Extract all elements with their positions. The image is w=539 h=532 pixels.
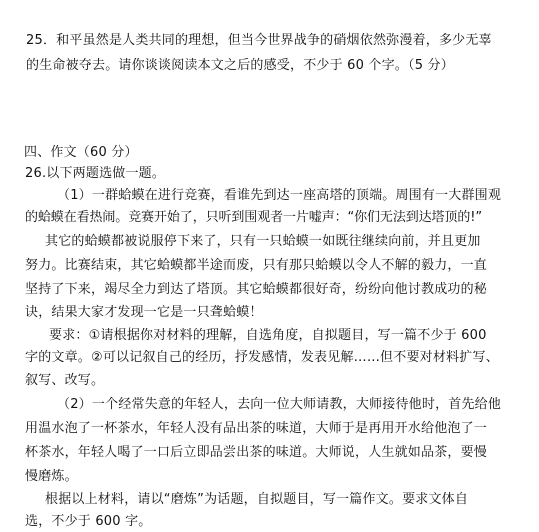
q26-instruction: 26.以下两题选做一题。 <box>25 166 166 181</box>
option2-requirement-line-2: 选，不少于 600 字。 <box>25 514 152 529</box>
q25-line-1: 25．和平虽然是人类共同的理想，但当今世界战争的硝烟依然弥漫着，多少无辜 <box>26 33 492 48</box>
option1-requirement-line-1: 要求：①请根据你对材料的理解，自选角度，自拟题目，写一篇不少于 600 <box>49 328 487 343</box>
option1-line-1: （1）一群蛤蟆在进行竞赛，看谁先到达一座高塔的顶端。周围有一大群围观 <box>57 188 502 203</box>
option2-line-2: 用温水泡了一杯茶水，年轻人没有品出茶的味道，大师于是再用开水给他泡了一 <box>25 421 488 436</box>
option2-requirement-line-1: 根据以上材料，请以“磨炼”为话题，自拟题目，写一篇作文。要求文体自 <box>45 492 469 507</box>
section-heading: 四、作文（60 分） <box>24 145 138 160</box>
option1-line-4: 努力。比赛结束，其它蛤蟆都半途而废，只有那只蛤蟆以令人不解的毅力，一直 <box>25 258 488 273</box>
option1-requirement-line-3: 叙写、改写。 <box>25 373 105 388</box>
option1-line-5: 坚持了下来，竭尽全力到达了塔顶。其它蛤蟆都很好奇，纷纷向他讨教成功的秘 <box>25 282 488 297</box>
option1-line-2: 的蛤蟆在看热闹。竞赛开始了，只听到围观者一片嘘声：“你们无法到达塔顶的!” <box>25 210 482 225</box>
option2-line-4: 慢磨炼。 <box>25 469 78 484</box>
option2-line-3: 杯茶水，年轻人喝了一口后立即品尝出茶的味道。大师说，人生就如品茶，要慢 <box>25 445 488 460</box>
option1-line-6: 诀，结果大家才发现一它是一只聋蛤蟆！ <box>25 305 263 320</box>
option1-line-3: 其它的蛤蟆都被说服停下来了，只有一只蛤蟆一如既往继续向前，并且更加 <box>45 234 481 249</box>
option2-line-1: （2）一个经常失意的年轻人，去向一位大师请教，大师接待他时，首先给他 <box>57 397 502 412</box>
option1-requirement-line-2: 字的文章。②可以记叙自己的经历，抒发感情，发表见解……但不要对材料扩写、 <box>25 350 499 365</box>
q25-line-2: 的生命被夺去。请你谈谈阅读本文之后的感受，不少于 60 个字。（5 分） <box>26 58 454 73</box>
